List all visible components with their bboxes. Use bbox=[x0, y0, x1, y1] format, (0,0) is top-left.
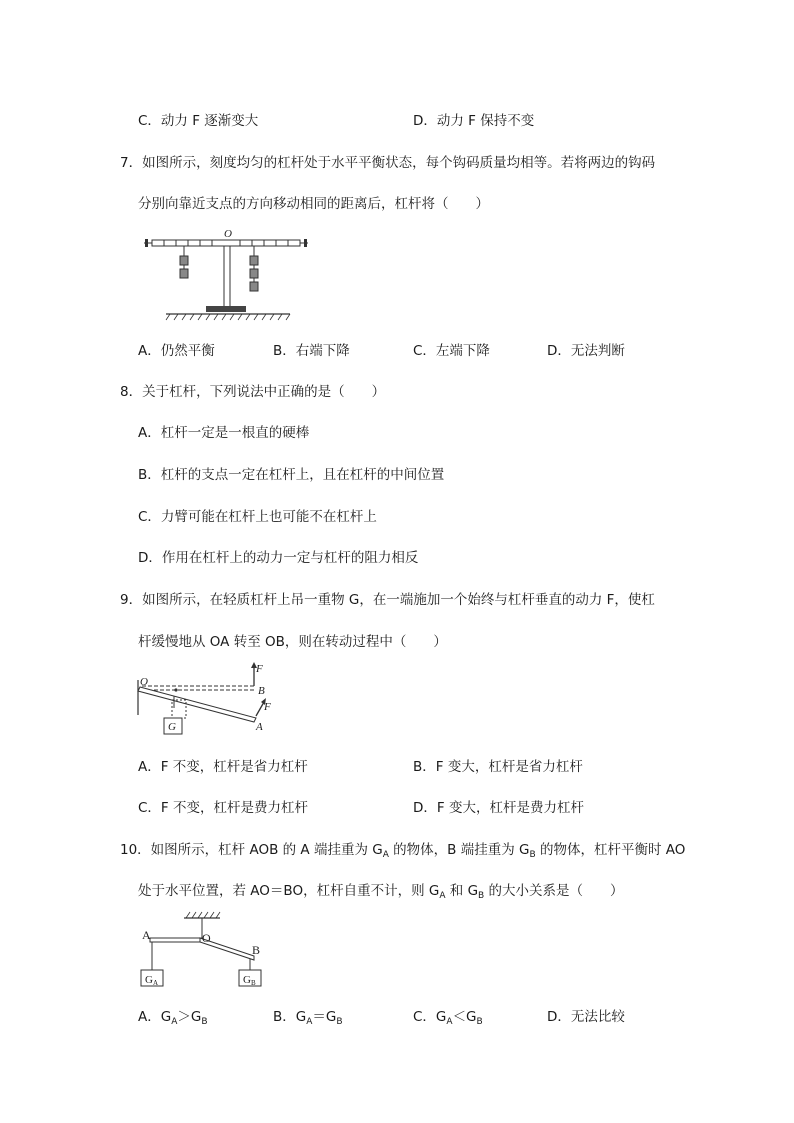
q7-lever-figure bbox=[140, 228, 320, 324]
q10-lever-figure bbox=[136, 908, 268, 992]
q8-stem: 8．关于杠杆，下列说法中正确的是（ ） bbox=[120, 384, 386, 400]
q8-option-b: B．杠杆的支点一定在杠杆上，且在杠杆的中间位置 bbox=[138, 467, 445, 483]
q9-option-a: A．F 不变，杠杆是省力杠杆 bbox=[138, 759, 308, 775]
q9-stem-line2: 杆缓慢地从 OA 转至 OB，则在转动过程中（ ） bbox=[138, 634, 447, 650]
q10-opt-c-prefix: C．G bbox=[413, 1009, 447, 1025]
q10-opt-a-prefix: A．G bbox=[138, 1009, 172, 1025]
q10-stem1-sub-b: B bbox=[529, 850, 536, 860]
q7-stem-line2: 分别向靠近支点的方向移动相同的距离后，杠杆将（ ） bbox=[138, 196, 489, 212]
q10-option-d: D．无法比较 bbox=[547, 1009, 625, 1025]
q10-stem2-sub-b: B bbox=[478, 891, 485, 901]
q7-stem-line1: 7．如图所示，刻度均匀的杠杆处于水平平衡状态，每个钩码质量均相等。若将两边的钩码 bbox=[120, 155, 656, 171]
q10-opt-c-mid: ＜G bbox=[452, 1009, 477, 1025]
q10-gb-g: G bbox=[243, 974, 251, 986]
q10-opt-a-sub2: B bbox=[201, 1017, 208, 1027]
q10-opt-b-sub1: A bbox=[306, 1017, 313, 1027]
q6-option-c: C．动力 F 逐渐变大 bbox=[138, 113, 259, 129]
q10-opt-c-sub2: B bbox=[476, 1017, 483, 1027]
q9-label-f-bottom: F bbox=[264, 701, 271, 713]
q10-stem-line1 bbox=[120, 838, 685, 860]
q10-opt-b-sub2: B bbox=[336, 1017, 343, 1027]
q9-label-f-top: F bbox=[256, 663, 263, 675]
q10-label-a: A bbox=[142, 928, 151, 942]
q10-stem1-part: 10．如图所示，杠杆 AOB 的 A 端挂重为 G bbox=[120, 842, 383, 858]
q7-option-d: D．无法判断 bbox=[547, 343, 625, 359]
q9-stem-line1: 9．如图所示，在轻质杠杆上吊一重物 G，在一端施加一个始终与杠杆垂直的动力 F，使杠 bbox=[120, 592, 655, 608]
q10-opt-b-mid: ＝G bbox=[312, 1009, 337, 1025]
q8-option-d: D．作用在杠杆上的动力一定与杠杆的阻力相反 bbox=[138, 550, 419, 566]
q10-option-c bbox=[413, 1005, 483, 1027]
q10-stem2-part: 处于水平位置，若 AO＝BO，杠杆自重不计，则 G bbox=[138, 883, 440, 899]
q10-opt-b-prefix: B．G bbox=[273, 1009, 307, 1025]
q10-stem2-sub-a: A bbox=[439, 891, 446, 901]
q10-stem1-part: 的物体，杠杆平衡时 AO bbox=[535, 842, 686, 858]
q9-label-b: B bbox=[258, 685, 265, 697]
q9-option-b: B．F 变大，杠杆是省力杠杆 bbox=[413, 759, 583, 775]
q9-lever-figure bbox=[134, 660, 284, 742]
q9-option-d: D．F 变大，杠杆是费力杠杆 bbox=[413, 800, 584, 816]
q10-ga-sub: A bbox=[152, 979, 159, 987]
q10-stem2-part: 的大小关系是（ ） bbox=[484, 883, 624, 899]
q10-ga-g: G bbox=[145, 974, 153, 986]
q10-option-a bbox=[138, 1005, 208, 1027]
q9-label-g: G bbox=[168, 721, 176, 733]
q10-option-b bbox=[273, 1005, 343, 1027]
q9-label-a: A bbox=[256, 721, 263, 733]
q9-label-o: O bbox=[140, 676, 148, 688]
q10-label-o: O bbox=[202, 931, 211, 945]
q10-opt-a-mid: ＞G bbox=[177, 1009, 202, 1025]
q10-label-b: B bbox=[252, 943, 261, 957]
q10-stem1-part: 的物体，B 端挂重为 G bbox=[388, 842, 530, 858]
q7-option-b: B．右端下降 bbox=[273, 343, 350, 359]
q6-option-d: D．动力 F 保持不变 bbox=[413, 113, 535, 129]
q10-stem-line2 bbox=[138, 879, 624, 901]
q7-pivot-label: O bbox=[224, 228, 232, 240]
q10-opt-c-sub1: A bbox=[446, 1017, 453, 1027]
q10-opt-a-sub1: A bbox=[171, 1017, 178, 1027]
q7-option-a: A．仍然平衡 bbox=[138, 343, 215, 359]
q9-option-c: C．F 不变，杠杆是费力杠杆 bbox=[138, 800, 308, 816]
q7-option-c: C．左端下降 bbox=[413, 343, 490, 359]
q10-gb-sub: B bbox=[250, 979, 256, 987]
q8-option-a: A．杠杆一定是一根直的硬棒 bbox=[138, 425, 310, 441]
q8-option-c: C．力臂可能在杠杆上也可能不在杠杆上 bbox=[138, 509, 377, 525]
q10-stem1-sub-a: A bbox=[382, 850, 389, 860]
q10-stem2-part: 和 G bbox=[445, 883, 479, 899]
